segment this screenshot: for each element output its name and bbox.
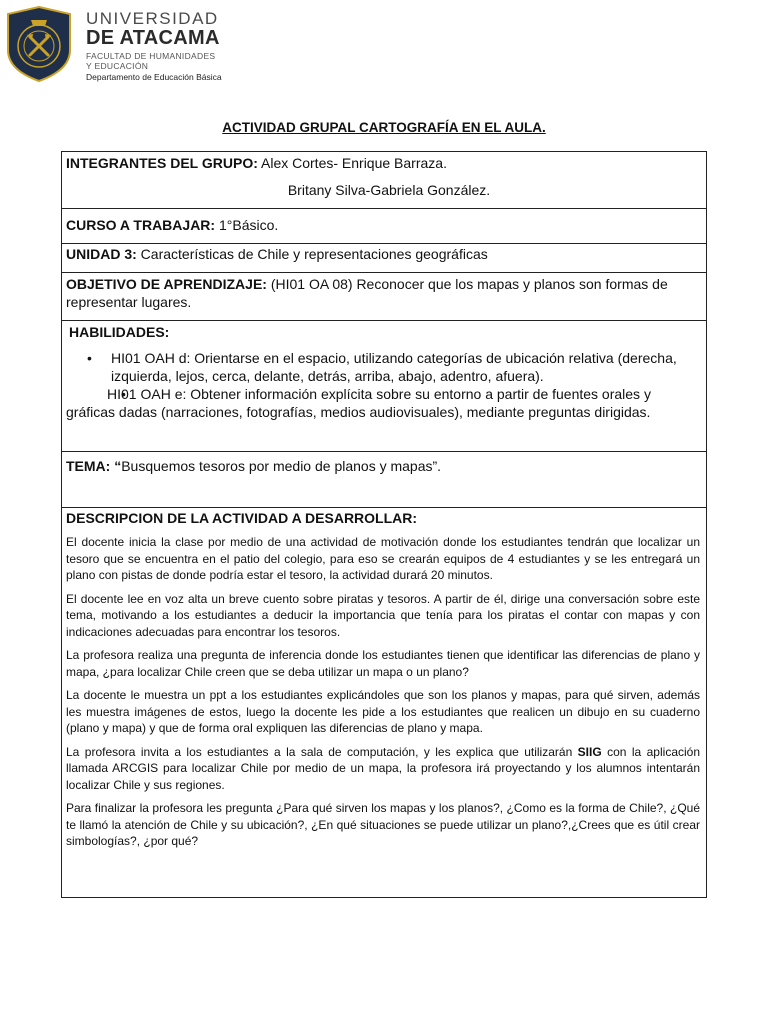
row-habilidades [62, 321, 707, 452]
unidad-value: Características de Chile y representaciones geográficas [136, 246, 488, 262]
descripcion-paragraph-4: La docente le muestra un ppt a los estudiantes explicándoles que son los planos y mapas, para qué sirven, además les muestra imágenes de estos, luego la docente les pide a los estudiantes que realicen un dibujo en su cuaderno (plano y mapa) y que de forma oral expliquen las diferencias de plano y mapa. [66, 688, 700, 735]
tema-close-quote: ”. [432, 458, 442, 474]
cell-curso [62, 209, 707, 244]
row-unidad [62, 244, 707, 273]
objetivo-value: (HI01 OA 08) Reconocer que los mapas y planos son formas de representar lugares. [66, 276, 668, 310]
cell-objetivo [62, 273, 707, 321]
descripcion-paragraph-2: El docente lee en voz alta un breve cuento sobre piratas y tesoros. A partir de él, dirige una conversación sobre este tema, motivando a los estudiantes a deducir la importancia que tenía para los piratas el contar con mapas y con indicaciones adecuadas para encontrar los tesoros. [66, 591, 700, 639]
habilidad-item-2: • HI01 OAH e: Obtener información explícita sobre su entorno a partir de fuentes orales y gráficas dadas (narraciones, fotografías, medios audiovisuales), mediante preguntas dirigidas. [66, 385, 702, 421]
integrantes-label: INTEGRANTES DEL GRUPO: [66, 155, 258, 171]
cell-integrantes [62, 152, 707, 209]
activity-form-table [61, 151, 707, 898]
faculty-line1: FACULTAD DE HUMANIDADES [86, 51, 216, 61]
university-header [6, 6, 306, 84]
habilidades-list [66, 349, 702, 421]
row-descripcion [62, 508, 707, 898]
p5-text-before: La profesora invita a los estudiantes a la sala de computación, y les explica que utilizarán [66, 744, 578, 759]
cell-unidad [62, 244, 707, 273]
integrantes-line1 [66, 154, 702, 172]
university-name-block [86, 10, 222, 83]
objetivo-label: OBJETIVO DE APRENDIZAJE: [66, 276, 267, 292]
row-integrantes [62, 152, 707, 209]
university-seal-icon [6, 6, 72, 82]
integrantes-names-2: Britany Silva-Gabriela González. [287, 182, 491, 198]
row-objetivo [62, 273, 707, 321]
descripcion-paragraph-6: Para finalizar la profesora les pregunta ¿Para qué sirven los mapas y los planos?, ¿Como es la forma de Chile?, ¿Qué te llamó la atención de Chile y su ubicación?, ¿En qué situaciones se puede utilizar un plano?,¿Crees que es útil crear simbologías?, ¿por qué? [66, 801, 700, 848]
cell-descripcion [62, 508, 707, 898]
siig-term: SIIG [577, 744, 602, 759]
descripcion-label: DESCRIPCION DE LA ACTIVIDAD A DESARROLLAR: [66, 510, 418, 526]
habilidad-item-1: • HI01 OAH d: Orientarse en el espacio, utilizando categorías de ubicación relativa (derecha, izquierda, lejos, cerca, delante, detrás, arriba, abajo, adentro, afuera). [66, 349, 702, 385]
cell-tema [62, 452, 707, 508]
row-tema [62, 452, 707, 508]
descripcion-paragraph-1: El docente inicia la clase por medio de una actividad de motivación donde los estudiantes tendrán que localizar un tesoro que se encuentra en el patio del colegio, para eso se crearán equipos de 4 estudiantes y se les entregará un plano con pistas de donde podría estar el tesoro, la actividad durará 20 minutos. [66, 535, 700, 582]
row-curso [62, 209, 707, 244]
habilidades-label: HABILIDADES: [69, 324, 170, 340]
curso-value: 1°Básico. [215, 217, 279, 233]
descripcion-paragraph-3: La profesora realiza una pregunta de inferencia donde los estudiantes tienen que identificar las diferencias de plano y mapa, ¿para localizar Chile creen que se deba utilizar un mapa o un plano? [66, 648, 700, 679]
cell-habilidades [62, 321, 707, 452]
descripcion-paragraph-5 [66, 744, 700, 794]
tema-value: Busquemos tesoros por medio de planos y mapas [121, 458, 433, 474]
p5-text-after: con la aplicación llamada ARCGIS para localizar Chile por medio de un mapa, la profesora irá proyectando y los alumnos intentarán localizar Chile y sus regiones. [66, 744, 701, 792]
integrantes-names-1: Alex Cortes- Enrique Barraza. [257, 155, 447, 171]
department-name: Departamento de Educación Básica [86, 72, 222, 82]
unidad-label: UNIDAD 3: [66, 246, 137, 262]
curso-label: CURSO A TRABAJAR: [66, 217, 216, 233]
document-title: ACTIVIDAD GRUPAL CARTOGRAFÍA EN EL AULA. [222, 120, 546, 135]
university-name-line1: UNIVERSIDAD [86, 9, 219, 28]
university-name-line2: DE ATACAMA [86, 27, 220, 49]
faculty-line2: Y EDUCACIÓN [86, 60, 149, 71]
tema-label: TEMA: “ [66, 458, 122, 474]
